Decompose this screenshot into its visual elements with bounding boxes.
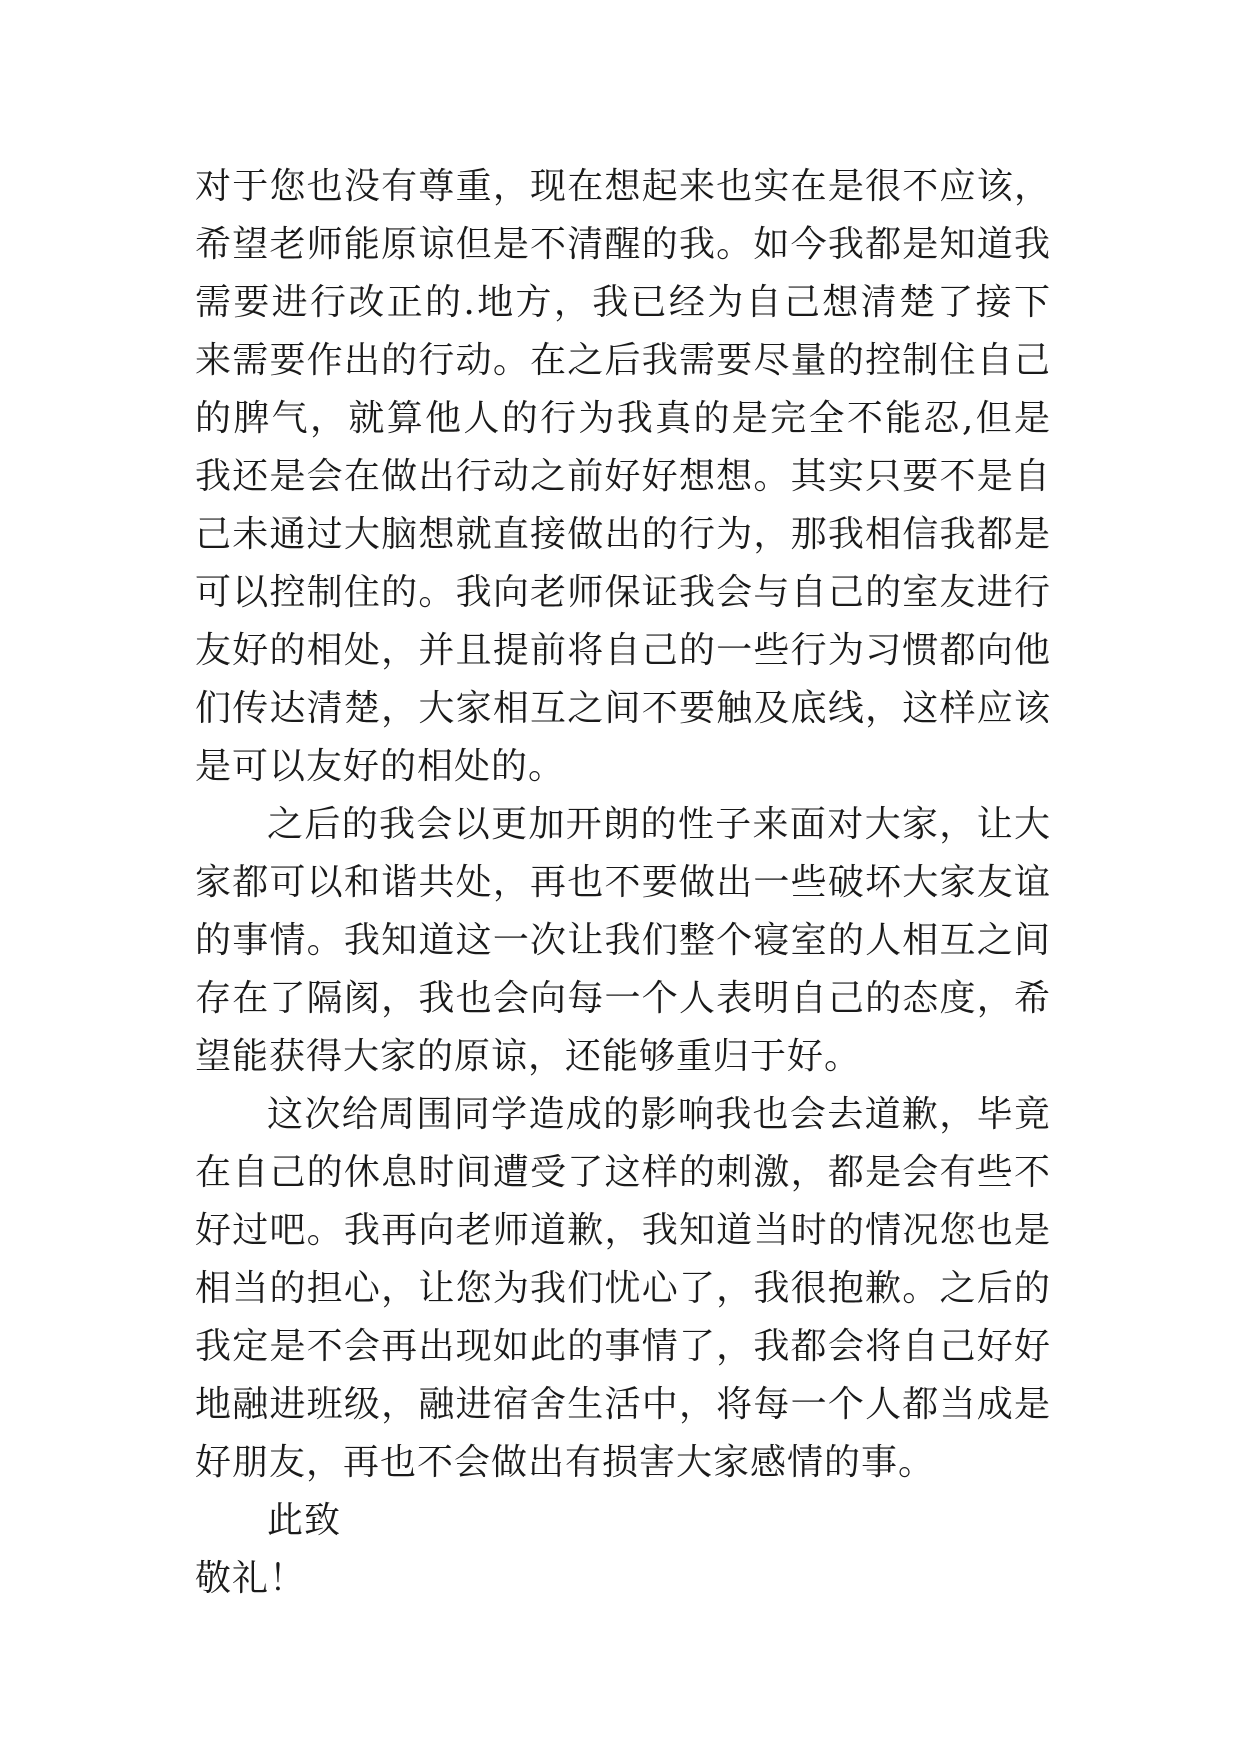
letter-body: [195, 158, 1051, 1608]
salutation: 此致: [267, 1500, 342, 1541]
closing: 敬礼！: [195, 1558, 307, 1599]
paragraph-1: 对于您也没有尊重，现在想起来也实在是很不应该，希望老师能原谅但是不清醒的我。如今我都是知道我需要进行改正的.地方，我已经为自己想清楚了接下来需要作出的行动。在之后我需要尽量的控制住自己的脾气，就算他人的行为我真的是完全不能忍,但是我还是会在做出行动之前好好想想。其实只要不是自己未通过大脑想就直接做出的行为，那我相信我都是可以控制住的。我向老师保证我会与自己的室友进行友好的相处，并且提前将自己的一些行为习惯都向他们传达清楚，大家相互之间不要触及底线，这样应该是可以友好的相处的。: [195, 166, 1051, 787]
paragraph-2: 之后的我会以更加开朗的性子来面对大家，让大家都可以和谐共处，再也不要做出一些破坏大家友谊的事情。我知道这一次让我们整个寝室的人相互之间存在了隔阂，我也会向每一个人表明自己的态度，希望能获得大家的原谅，还能够重归于好。: [195, 804, 1051, 1077]
paragraph-3: 这次给周围同学造成的影响我也会去道歉，毕竟在自己的休息时间遭受了这样的刺激，都是会有些不好过吧。我再向老师道歉，我知道当时的情况您也是相当的担心，让您为我们忧心了，我很抱歉。之后的我定是不会再出现如此的事情了，我都会将自己好好地融进班级，融进宿舍生活中，将每一个人都当成是好朋友，再也不会做出有损害大家感情的事。: [195, 1094, 1051, 1483]
